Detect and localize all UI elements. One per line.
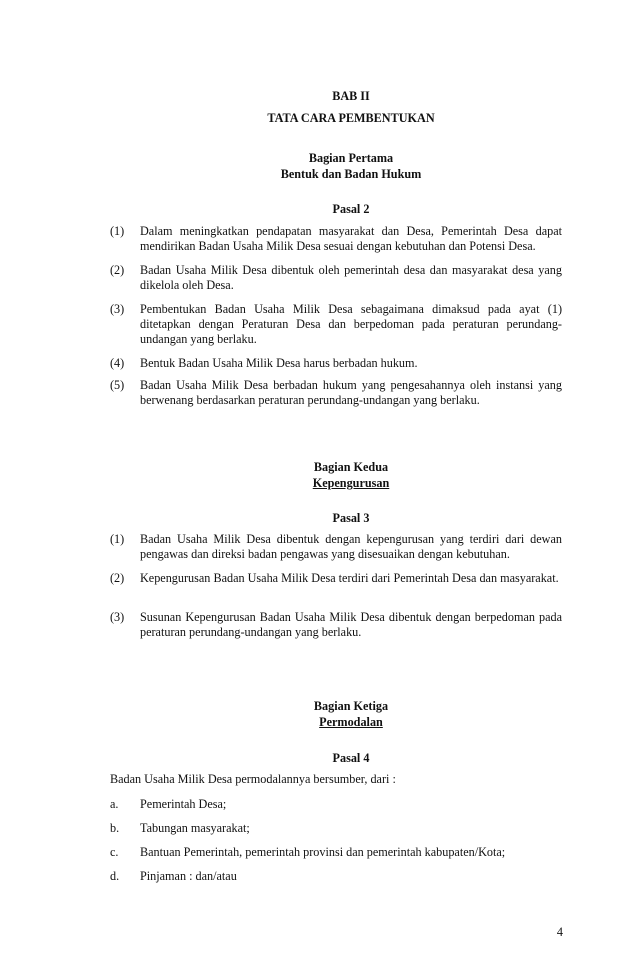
list-item [110, 378, 562, 408]
item-number: (3) [110, 610, 125, 624]
list-item [110, 302, 562, 347]
item-number: (2) [110, 571, 125, 585]
list-item [110, 224, 562, 254]
item-letter: c. [110, 845, 119, 859]
item-text: Susunan Kepengurusan Badan Usaha Milik Desa dibentuk dengan berpedoman pada peraturan perundang-undangan yang berlaku. [140, 610, 562, 639]
item-number: (1) [110, 532, 125, 546]
article-intro: Badan Usaha Milik Desa permodalannya bersumber, dari : [110, 772, 396, 786]
item-text: Bentuk Badan Usaha Milik Desa harus berbadan hukum. [140, 356, 418, 370]
item-number: (1) [110, 224, 125, 238]
article-title-4: Pasal 4 [332, 751, 370, 765]
list-item [110, 797, 562, 812]
page-number: 4 [556, 925, 563, 939]
item-text: Bantuan Pemerintah, pemerintah provinsi dan pemerintah kabupaten/Kota; [140, 845, 506, 859]
section-heading-2: Bagian Kedua [313, 460, 389, 474]
item-letter: b. [110, 821, 120, 835]
item-text: Badan Usaha Milik Desa dibentuk oleh pemerintah desa dan masyarakat desa yang dikelola oleh Desa. [140, 263, 562, 292]
item-text: Kepengurusan Badan Usaha Milik Desa terdiri dari Pemerintah Desa dan masyarakat. [140, 571, 559, 585]
list-item [110, 532, 562, 562]
list-item [110, 821, 562, 836]
section-subtitle-1: Bentuk dan Badan Hukum [280, 167, 422, 181]
item-letter: a. [110, 797, 119, 811]
section-heading-3: Bagian Ketiga [313, 699, 389, 713]
item-text: Badan Usaha Milik Desa berbadan hukum yang pengesahannya oleh instansi yang berwenang berdasarkan peraturan perundang-undangan yang berlaku. [140, 378, 562, 407]
item-number: (3) [110, 302, 125, 316]
item-text: Pembentukan Badan Usaha Milik Desa sebagaimana dimaksud pada ayat (1) ditetapkan dengan Peraturan Desa dan berpedoman pada peraturan perundang-undangan yang berlaku. [140, 302, 562, 346]
list-item [110, 610, 562, 640]
article-title-3: Pasal 3 [332, 511, 370, 525]
item-letter: d. [110, 869, 120, 883]
item-number: (4) [110, 356, 125, 370]
item-text: Pemerintah Desa; [140, 797, 227, 811]
item-number: (5) [110, 378, 125, 392]
list-item [110, 571, 562, 586]
article-title-2: Pasal 2 [332, 202, 370, 216]
item-number: (2) [110, 263, 125, 277]
section-subtitle-2: Kepengurusan [312, 476, 390, 490]
list-item [110, 869, 562, 884]
item-text: Tabungan masyarakat; [140, 821, 250, 835]
chapter-number: BAB II [332, 89, 370, 103]
list-item [110, 356, 562, 371]
item-text: Pinjaman : dan/atau [140, 869, 237, 883]
section-subtitle-3: Permodalan [319, 715, 383, 729]
list-item [110, 263, 562, 293]
item-text: Dalam meningkatkan pendapatan masyarakat dan Desa, Pemerintah Desa dapat mendirikan Badan Usaha Milik Desa sesuai dengan kebutuhan dan Potensi Desa. [140, 224, 562, 253]
chapter-title: TATA CARA PEMBENTUKAN [267, 111, 435, 125]
section-heading-1: Bagian Pertama [308, 151, 394, 165]
list-item [110, 845, 562, 860]
item-text: Badan Usaha Milik Desa dibentuk dengan kepengurusan yang terdiri dari dewan pengawas dan direksi badan pengawas yang disesuaikan dengan kebutuhan. [140, 532, 562, 561]
